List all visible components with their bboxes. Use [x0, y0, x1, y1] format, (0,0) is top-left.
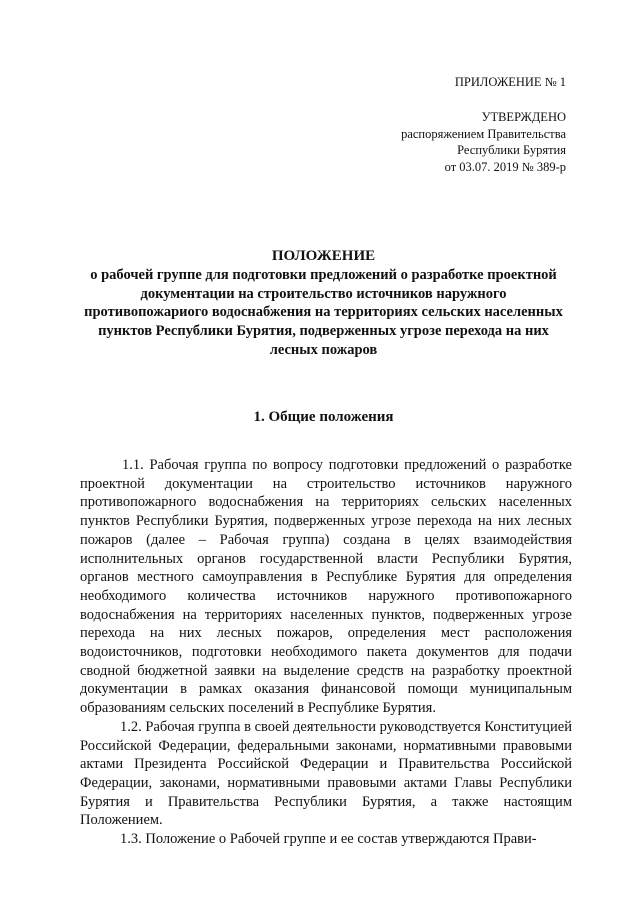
approved-label: УТВЕРЖДЕНО	[481, 110, 566, 124]
paragraph-1-1: 1.1. Рабочая группа по вопросу подготовки предложений о разработке проектной документации на строительство источников наружного противопожарного водоснабжения на территориях сельских населенных пунктов Республики Бурятия, подверженных угрозе перехода на них лесных пожаров (далее – Рабочая группа) создана в целях взаимодействия исполнительных органов государственной власти Республики Бурятия, органов местного самоуправления в Республике Бурятия для определения необходимого количества источников наружного противопожарного водоснабжения на территориях населенных пунктов, подверженных угрозе перехода на них лесных пожаров, определения мест расположения водоисточников, подготовки необходимого пакета документов для подачи сводной бюджетной заявки на выделение средств на разработку проектной документации в рамках оказания финансовой помощи муниципальным образованиям сельских поселений в Республике Бурятия.	[80, 457, 572, 717]
approval-block	[401, 109, 566, 175]
paragraph-1-2: 1.2. Рабочая группа в своей деятельности руководствуется Конституцией Российской Федерации, федеральными законами, нормативными правовыми актами Президента Российской Федерации и Правительства Российской Федерации, законами, нормативными правовыми актами Главы Республики Бурятия и Правительства Республики Бурятия, а также настоящим Положением.	[80, 718, 572, 829]
approved-by-line1: распоряжением Правительства	[401, 126, 566, 141]
section-body	[80, 456, 572, 849]
document-title: ПОЛОЖЕНИЕ	[271, 248, 376, 264]
document-subtitle: о рабочей группе для подготовки предложений о разработке проектной документации на строительство источников наружного противопожариого водоснабжения на территориях сельских населенных пунктов Республики Бурятия, подверженных угрозе перехода на них лесных пожаров	[84, 267, 563, 358]
approval-date-number: от 03.07. 2019 № 389-р	[444, 159, 566, 174]
document-title-block	[80, 246, 567, 360]
appendix-label	[455, 74, 566, 91]
appendix-number: ПРИЛОЖЕНИЕ № 1	[454, 75, 566, 89]
paragraph-1-3: 1.3. Положение о Рабочей группе и ее состав утверждаются Прави-	[120, 831, 537, 848]
approved-by-line2: Республики Бурятия	[457, 143, 566, 157]
section-heading: 1. Общие положения	[253, 409, 394, 425]
